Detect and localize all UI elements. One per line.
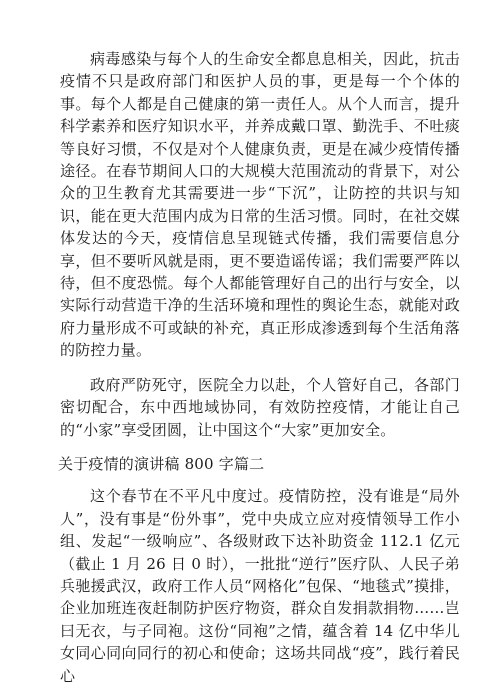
body-paragraph-2: 政府严防死守，医院全力以赴，个人管好自己，各部门密切配合，东中西地域协同，有效防控疫情，才能让自己的“小家”享受团圆，让中国这个“大家”更加安全。: [60, 375, 460, 439]
body-paragraph-1: 病毒感染与每个人的生命安全都息息相关，因此，抗击疫情不只是政府部门和医护人员的事，更是每一个个体的事。每个人都是自己健康的第一责任人。从个人而言，提升科学素养和医疗知识水平，并养成戴口罩、勤洗手、不吐痰等良好习惯，不仅是对个人健康负责，更是在减少疫情传播途径。在春节期间人口的大规模大范围流动的背景下，对公众的卫生教育尤其需要进一步“下沉”，让防控的共识与知识，能在更大范围内成为日常的生活习惯。同时，在社交媒体发达的今天，疫情信息呈现链式传播，我们需要信息分享，但不要听风就是雨，更不要造谣传谣；我们需要严阵以待，但不度恐慌。每个人都能管理好自己的出行与安全，以实际行动营造干净的生活环境和理性的舆论生态，就能对政府力量形成不可或缺的补充，真正形成渗透到每个生活角落的防控力量。: [60, 50, 460, 360]
section-heading: 关于疫情的演讲稿 800 字篇二: [58, 454, 265, 473]
body-paragraph-3: 这个春节在不平凡中度过。疫情防控，没有谁是“局外人”，没有事是“份外事”，党中央成立应对疫情领导工作小组、发起“一级响应”、各级财政下达补助资金 112.1 亿元（截止 1 月 26 日 0 时），一批批“逆行”医疗队、人民子弟兵驰援武汉，政府工作人员“网格化”包保、“地毯式”摸排，企业加班连夜赶制防护医疗物资，群众自发捐款捐物……岂曰无衣，与子同袍。这份“同袍”之情，蕴含着 14 亿中华儿女同心同向同行的初心和使命；这场共同战“疫”，践行着民心: [60, 487, 460, 685]
document-page: [60, 48, 460, 687]
